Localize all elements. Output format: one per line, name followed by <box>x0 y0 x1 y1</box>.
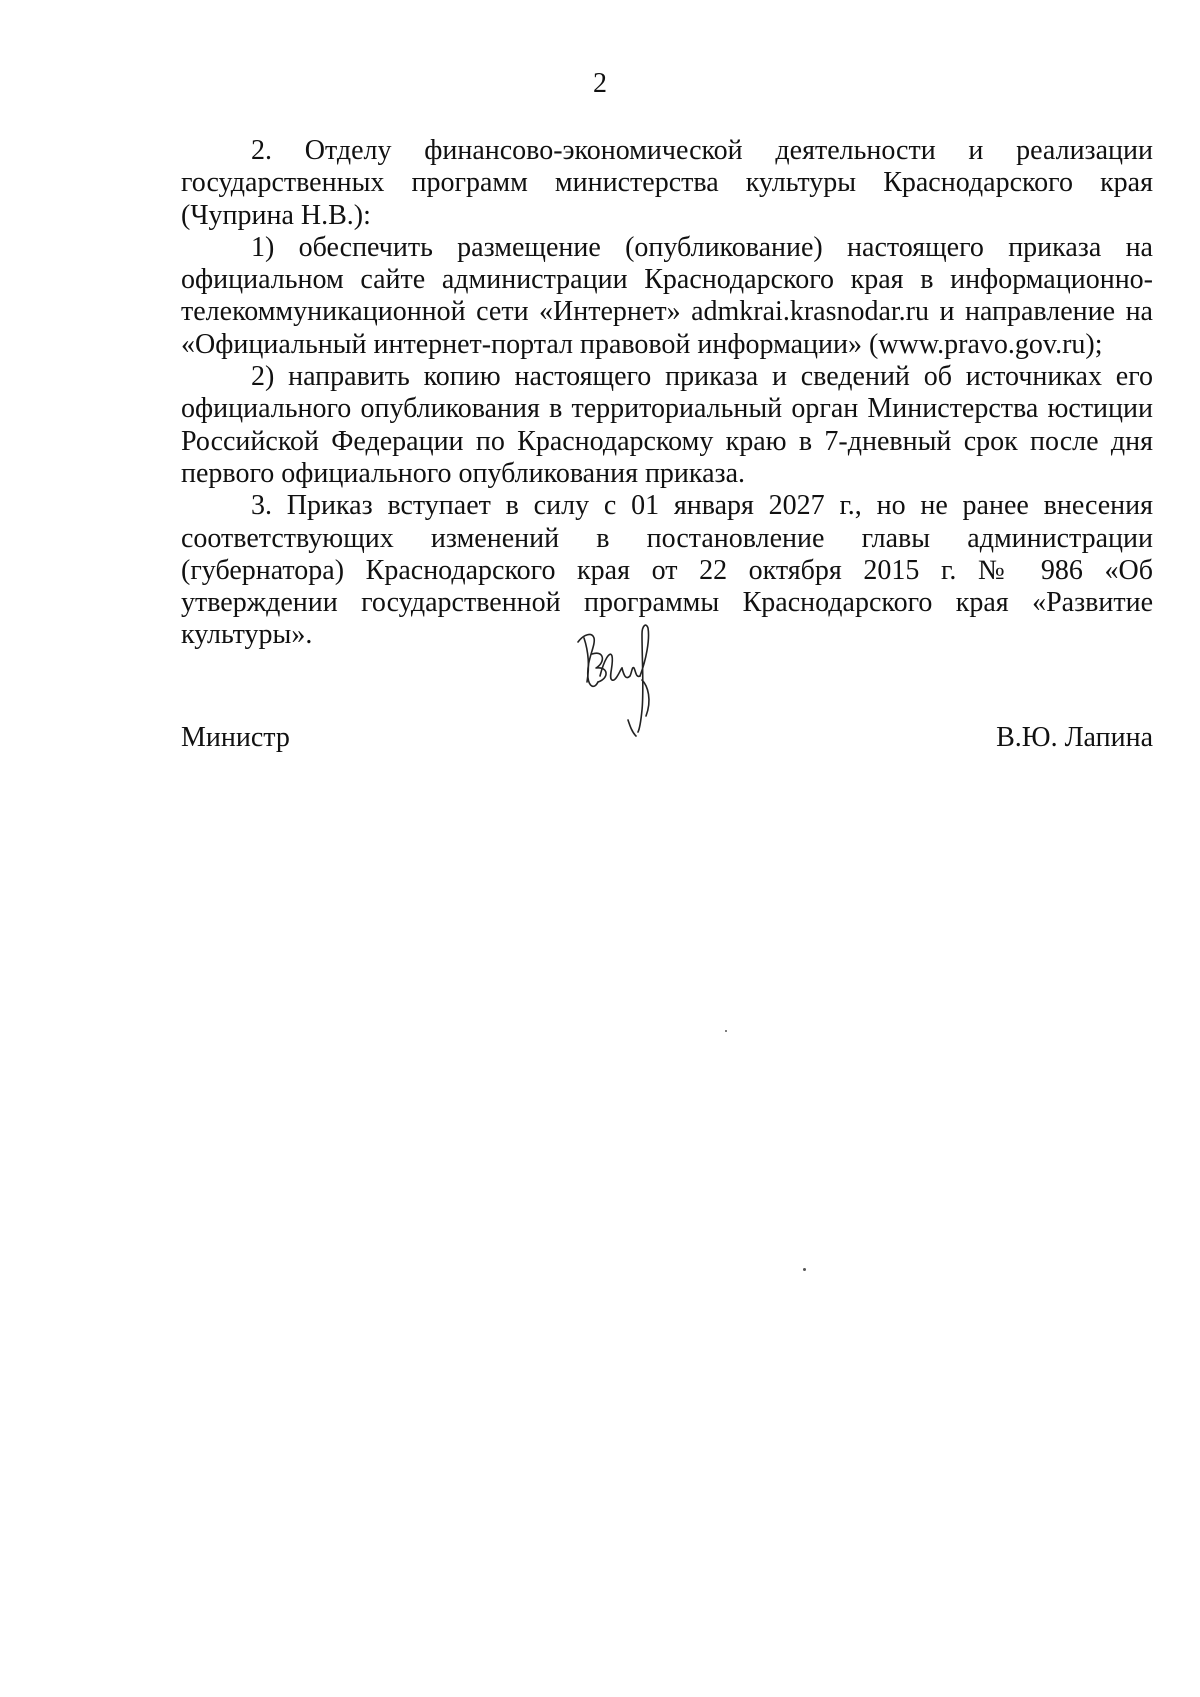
signatory-name: В.Ю. Лапина <box>996 722 1153 753</box>
scan-speck <box>803 1268 806 1271</box>
signatory-position: Министр <box>181 722 290 753</box>
paragraph-subitem-2: 2) направить копию настоящего приказа и сведений об источниках его официального опубликования в территориальный орган Министерства юстиции Российской Федерации по Краснодарскому краю в 7-дневный срок после дня первого официального опубликования приказа. <box>181 361 1153 489</box>
signature-block <box>181 722 1153 762</box>
paragraph-item-2: 2. Отделу финансово-экономической деятельности и реализации государственных программ министерства культуры Краснодарского края (Чуприна Н.В.): <box>181 135 1153 231</box>
page-number: 2 <box>593 68 607 99</box>
scan-speck <box>725 1030 727 1032</box>
paragraph-item-3: 3. Приказ вступает в силу с 01 января 2027 г., но не ранее внесения соответствующих изменений в постановление главы администрации (губернатора) Краснодарского края от 22 октября 2015 г. № 986 «Об утверждении государственной программы Краснодарского края «Развитие культуры». <box>181 490 1153 651</box>
paragraph-subitem-1: 1) обеспечить размещение (опубликование) настоящего приказа на официальном сайте администрации Краснодарского края в информационно-телекоммуникационной сети «Интернет» admkrai.krasnodar.ru и направление на «Официальный интернет-портал правовой информации» (www.pravo.gov.ru); <box>181 231 1153 360</box>
document-body <box>181 135 1153 652</box>
